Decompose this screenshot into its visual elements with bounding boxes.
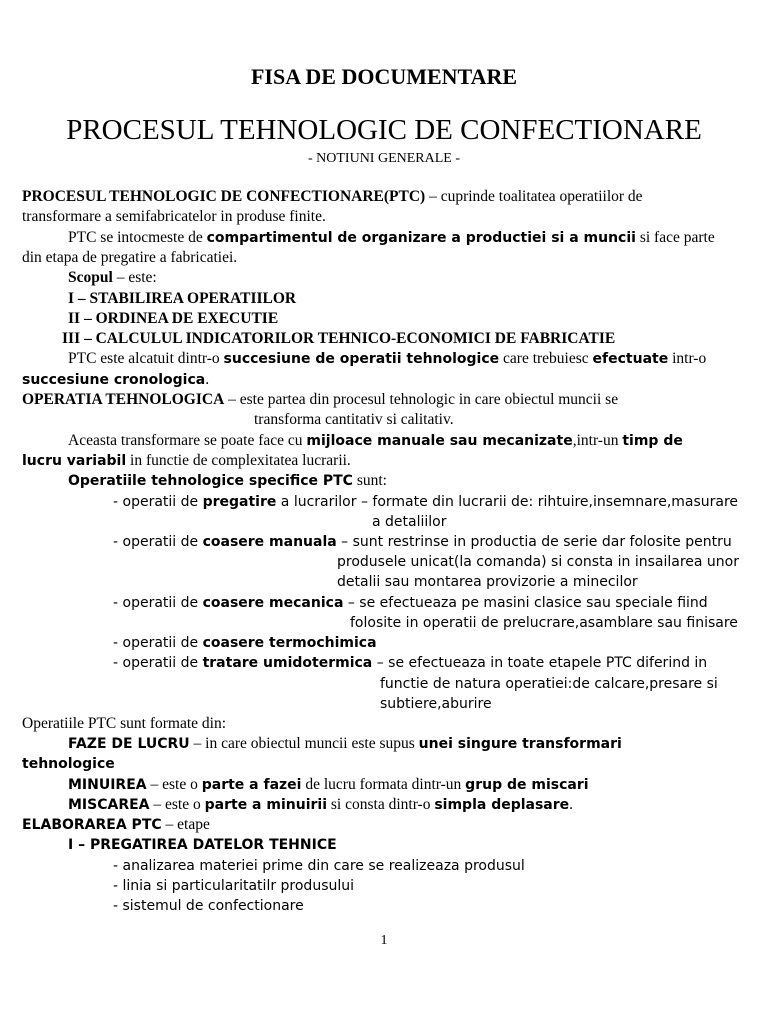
- list-item-manual-sewing-cont2: detalii sau montarea provizorie a minecilor: [337, 574, 638, 590]
- scope-item-2: II – ORDINEA DE EXECUTIE: [68, 310, 279, 327]
- paragraph-operation-definition: OPERATIA TEHNOLOGICA – este partea din procesul tehnologic in care obiectul muncii se: [22, 391, 619, 408]
- paragraph-ptc-definition: PROCESUL TEHNOLOGIC DE CONFECTIONARE(PTC) – cuprinde toalitatea operatiilor de: [22, 188, 643, 205]
- list-item-wet-heat-treatment: - operatii de tratare umidotermica – se efectueaza in toate etapele PTC diferind in: [113, 655, 708, 671]
- list-item-manual-sewing-cont1: produsele unicat(la comanda) si consta in insailarea unor: [337, 554, 739, 570]
- list-item-preparation: - operatii de pregatire a lucrarilor – formate din lucrarii de: rihtuire,insemnare,masurare: [113, 494, 739, 510]
- composition-heading: Operatiile PTC sunt formate din:: [22, 715, 227, 732]
- list-item-wet-heat-treatment-cont2: subtiere,aburire: [380, 696, 492, 712]
- step-1-item-3: - sistemul de confectionare: [113, 898, 304, 914]
- paragraph-transformation-cont: lucru variabil in functie de complexitatea lucrarii.: [22, 452, 351, 469]
- paragraph-work-phases-cont: tehnologice: [22, 756, 115, 772]
- paragraph-ptc-structure-cont: succesiune cronologica.: [22, 371, 210, 388]
- step-1-heading: I – PREGATIREA DATELOR TEHNICE: [68, 837, 337, 853]
- list-item-thermochemical-sewing: - operatii de coasere termochimica: [113, 635, 377, 651]
- paragraph-work-phases: FAZE DE LUCRU – in care obiectul muncii este supus unei singure transformari: [68, 735, 622, 752]
- list-item-wet-heat-treatment-cont1: functie de natura operatiei:de calcare,presare si: [380, 676, 718, 692]
- paragraph-ptc-structure: PTC este alcatuit dintr-o succesiune de operatii tehnologice care trebuiesc efectuate intr-o: [68, 350, 707, 367]
- paragraph-ptc-origin: PTC se intocmeste de compartimentul de organizare a productiei si a muncii si face parte: [68, 229, 715, 246]
- list-item-mechanical-sewing-cont: folosite in operatii de prelucrare,asamblare sau finisare: [350, 615, 738, 631]
- paragraph-movement: MISCAREA – este o parte a minuirii si consta dintr-o simpla deplasare.: [68, 796, 574, 813]
- paragraph-ptc-definition-cont: transformare a semifabricatelor in produse finite.: [22, 208, 326, 225]
- scope-heading: Scopul – este:: [68, 269, 157, 286]
- term-ptc: PROCESUL TEHNOLOGIC DE CONFECTIONARE(PTC): [22, 188, 426, 205]
- document-type-heading: FISA DE DOCUMENTARE: [250, 64, 518, 89]
- list-item-manual-sewing: - operatii de coasere manuala – sunt restrinse in productia de serie dar folosite pentru: [113, 534, 732, 550]
- list-item-preparation-cont: a detaliilor: [372, 514, 447, 530]
- list-item-mechanical-sewing: - operatii de coasere mecanica – se efectueaza pe masini clasice sau speciale fiind: [113, 595, 708, 611]
- paragraph-handling: MINUIREA – este o parte a fazei de lucru formata dintr-un grup de miscari: [68, 776, 589, 793]
- scope-item-3: III – CALCULUL INDICATORILOR TEHNICO-ECONOMICI DE FABRICATIE: [62, 330, 616, 347]
- elaboration-heading: ELABORAREA PTC – etape: [22, 816, 210, 833]
- step-1-item-1: - analizarea materiei prime din care se realizeaza produsul: [113, 858, 525, 874]
- paragraph-operation-definition-cont: transforma cantitativ si calitativ.: [254, 411, 454, 428]
- page-number: 1: [380, 933, 388, 948]
- page-subtitle: - NOTIUNI GENERALE -: [307, 151, 461, 166]
- step-1-item-2: - linia si particularitatilr produsului: [113, 878, 355, 894]
- paragraph-transformation: Aceasta transformare se poate face cu mijloace manuale sau mecanizate,intr-un timp de: [68, 432, 683, 449]
- scope-item-1: I – STABILIREA OPERATIILOR: [68, 290, 297, 307]
- paragraph-ptc-origin-cont: din etapa de pregatire a fabricatiei.: [22, 249, 238, 266]
- specific-operations-heading: Operatiile tehnologice specifice PTC sunt:: [68, 472, 387, 489]
- page-title: PROCESUL TEHNOLOGIC DE CONFECTIONARE: [66, 114, 702, 146]
